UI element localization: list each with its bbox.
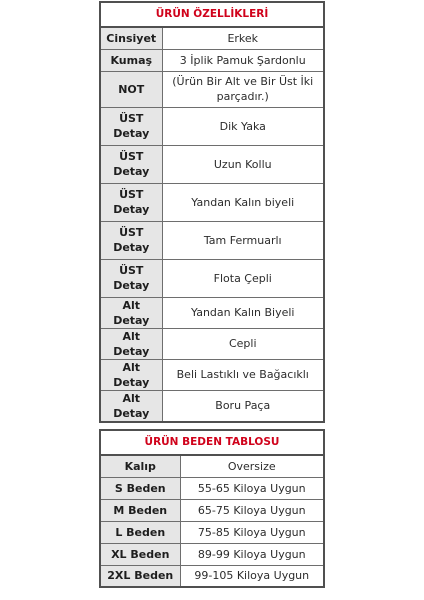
table-row xyxy=(100,297,324,328)
row-label: ÜST Detay xyxy=(100,221,162,259)
header-value: Oversize xyxy=(180,455,324,477)
row-label: S Beden xyxy=(100,477,180,499)
row-value: Beli Lastıklı ve Bağacıklı xyxy=(162,359,324,390)
table-row xyxy=(100,477,324,499)
table-title-row xyxy=(100,2,324,27)
table-row xyxy=(100,499,324,521)
table-title-row xyxy=(100,430,324,455)
product-features-table xyxy=(99,1,325,423)
row-label: 2XL Beden xyxy=(100,565,180,587)
row-value: 55-65 Kiloya Uygun xyxy=(180,477,324,499)
row-value: (Ürün Bir Alt ve Bir Üst İki parçadır.) xyxy=(162,71,324,107)
header-label: Kalıp xyxy=(100,455,180,477)
table-row xyxy=(100,390,324,422)
row-label: Alt Detay xyxy=(100,390,162,422)
row-value: Boru Paça xyxy=(162,390,324,422)
row-label: Alt Detay xyxy=(100,297,162,328)
table-row xyxy=(100,49,324,71)
row-value: Yandan Kalın Biyeli xyxy=(162,297,324,328)
row-value: 65-75 Kiloya Uygun xyxy=(180,499,324,521)
row-value: 89-99 Kiloya Uygun xyxy=(180,543,324,565)
size-chart-table xyxy=(99,429,325,588)
row-label: ÜST Detay xyxy=(100,259,162,297)
row-label: Kumaş xyxy=(100,49,162,71)
row-value: Uzun Kollu xyxy=(162,145,324,183)
row-value: Yandan Kalın biyeli xyxy=(162,183,324,221)
row-value: Dik Yaka xyxy=(162,107,324,145)
row-label: Cinsiyet xyxy=(100,27,162,49)
row-value: 75-85 Kiloya Uygun xyxy=(180,521,324,543)
row-label: ÜST Detay xyxy=(100,107,162,145)
sizes-title: ÜRÜN BEDEN TABLOSU xyxy=(100,430,324,455)
table-row xyxy=(100,183,324,221)
row-value: 99-105 Kiloya Uygun xyxy=(180,565,324,587)
features-title: ÜRÜN ÖZELLİKLERİ xyxy=(100,2,324,27)
table-row xyxy=(100,521,324,543)
table-row xyxy=(100,107,324,145)
table-row xyxy=(100,328,324,359)
row-label: ÜST Detay xyxy=(100,145,162,183)
row-label: Alt Detay xyxy=(100,359,162,390)
row-label: L Beden xyxy=(100,521,180,543)
row-value: Erkek xyxy=(162,27,324,49)
row-value: Flota Çepli xyxy=(162,259,324,297)
row-value: 3 İplik Pamuk Şardonlu xyxy=(162,49,324,71)
table-row xyxy=(100,359,324,390)
row-label: M Beden xyxy=(100,499,180,521)
table-row xyxy=(100,71,324,107)
row-label: ÜST Detay xyxy=(100,183,162,221)
table-row xyxy=(100,543,324,565)
table-row xyxy=(100,145,324,183)
table-row xyxy=(100,221,324,259)
row-label: NOT xyxy=(100,71,162,107)
row-value: Tam Fermuarlı xyxy=(162,221,324,259)
table-row xyxy=(100,259,324,297)
table-header-row xyxy=(100,455,324,477)
row-label: Alt Detay xyxy=(100,328,162,359)
row-value: Cepli xyxy=(162,328,324,359)
table-row xyxy=(100,27,324,49)
table-row xyxy=(100,565,324,587)
row-label: XL Beden xyxy=(100,543,180,565)
